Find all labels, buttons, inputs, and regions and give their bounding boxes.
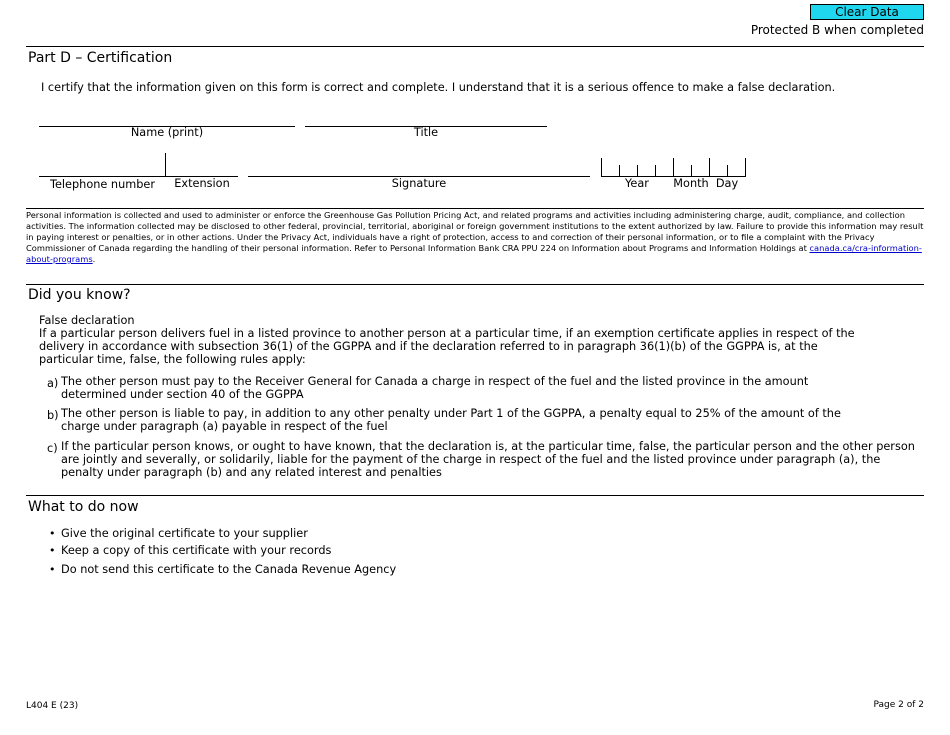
list-item-text: The other person is liable to pay, in addition to any other penalty under Part 1 of the GGPPA, a penalty equal to 25% of the amount of the charge under paragraph (a) payable in respect of the fuel: [61, 407, 841, 434]
list-item-letter: c): [47, 442, 58, 455]
list-item-letter: b): [47, 409, 59, 422]
section-title-what-to-do: What to do now: [28, 499, 139, 515]
section-title-did-you-know: Did you know?: [28, 287, 131, 303]
year-label: Year: [625, 177, 649, 190]
month-label: Month: [673, 177, 709, 190]
name-label: Name (print): [130, 126, 204, 139]
list-item-text: The other person must pay to the Receiver General for Canada a charge in respect of the fuel and the listed province in the amount determined under section 40 of the GGPPA: [61, 375, 809, 402]
form-id: L404 E (23): [26, 701, 79, 711]
date-tick: [619, 165, 620, 176]
false-declaration-heading: False declaration: [39, 314, 135, 327]
telephone-field[interactable]: [39, 176, 166, 177]
title-label: Title: [413, 126, 439, 139]
bullet-icon: •: [49, 563, 56, 576]
day-label: Day: [715, 177, 739, 190]
list-item-letter: a): [47, 377, 59, 390]
date-tick: [691, 165, 692, 176]
list-item: Do not send this certificate to the Canada Revenue Agency: [61, 563, 397, 576]
false-declaration-intro: If a particular person delivers fuel in a listed province to another person at a particular time, if an exemption certificate applies in respect of the delivery in accordance with subsection 36(1) of the GGPPA and if the declaration referred to in paragraph 36(1)(b) of the GGPPA is, at the particular time, false, the following rules apply:: [39, 327, 855, 367]
divider: [26, 495, 924, 496]
certify-text: I certify that the information given on this form is correct and complete. I understand that it is a serious offence to make a false declaration.: [41, 81, 836, 94]
privacy-link[interactable]: canada.ca/cra-information-about-programs: [26, 243, 922, 264]
clear-data-button[interactable]: Clear Data: [810, 4, 924, 20]
telephone-label: Telephone number: [49, 178, 156, 191]
page-number: Page 2 of 2: [873, 700, 924, 710]
date-tick: [655, 165, 656, 176]
list-item-text: If the particular person knows, or ought to have known, that the declaration is, at the particular time, false, the particular person and the other person are jointly and severally, or solidarily, liable for the payment of the charge in respect of the fuel and the listed province under paragraph (a), the penalty under paragraph (b) and any related interest and penalties: [61, 440, 915, 480]
date-tick: [637, 165, 638, 176]
date-tick: [709, 158, 710, 176]
date-tick: [601, 158, 602, 176]
list-item: Give the original certificate to your supplier: [61, 527, 308, 540]
privacy-text: Personal information is collected and used to administer or enforce the Greenhouse Gas Pollution Pricing Act, and related programs and activities including administering charge, audit, compliance, and collection activities. The information collected may be disclosed to other federal, provincial, territorial, aboriginal or foreign government institutions to the extent authorized by law. Failure to provide this information may result in paying interest or penalties, or in other actions. Under the Privacy Act, individuals have a right of protection, access to and correction of their personal information, or to file a complaint with the Privacy Commissioner of Canada regarding the handling of their personal information. Refer to Personal Information Bank CRA PPU 224 on Information about Programs and Information Holdings at: [26, 210, 924, 253]
protected-label: Protected B when completed: [750, 23, 924, 37]
privacy-period: .: [92, 254, 96, 264]
signature-label: Signature: [391, 177, 447, 190]
divider: [26, 46, 924, 47]
extension-label: Extension: [174, 177, 230, 190]
divider: [26, 284, 924, 285]
bullet-icon: •: [49, 544, 56, 557]
date-tick: [745, 158, 746, 176]
date-tick: [673, 158, 674, 176]
list-item: Keep a copy of this certificate with your records: [61, 544, 332, 557]
divider: [26, 208, 924, 209]
bullet-icon: •: [49, 527, 56, 540]
extension-separator: [165, 153, 166, 176]
date-tick: [727, 165, 728, 176]
privacy-notice: [26, 210, 924, 265]
section-title-part-d: Part D – Certification: [28, 50, 173, 66]
